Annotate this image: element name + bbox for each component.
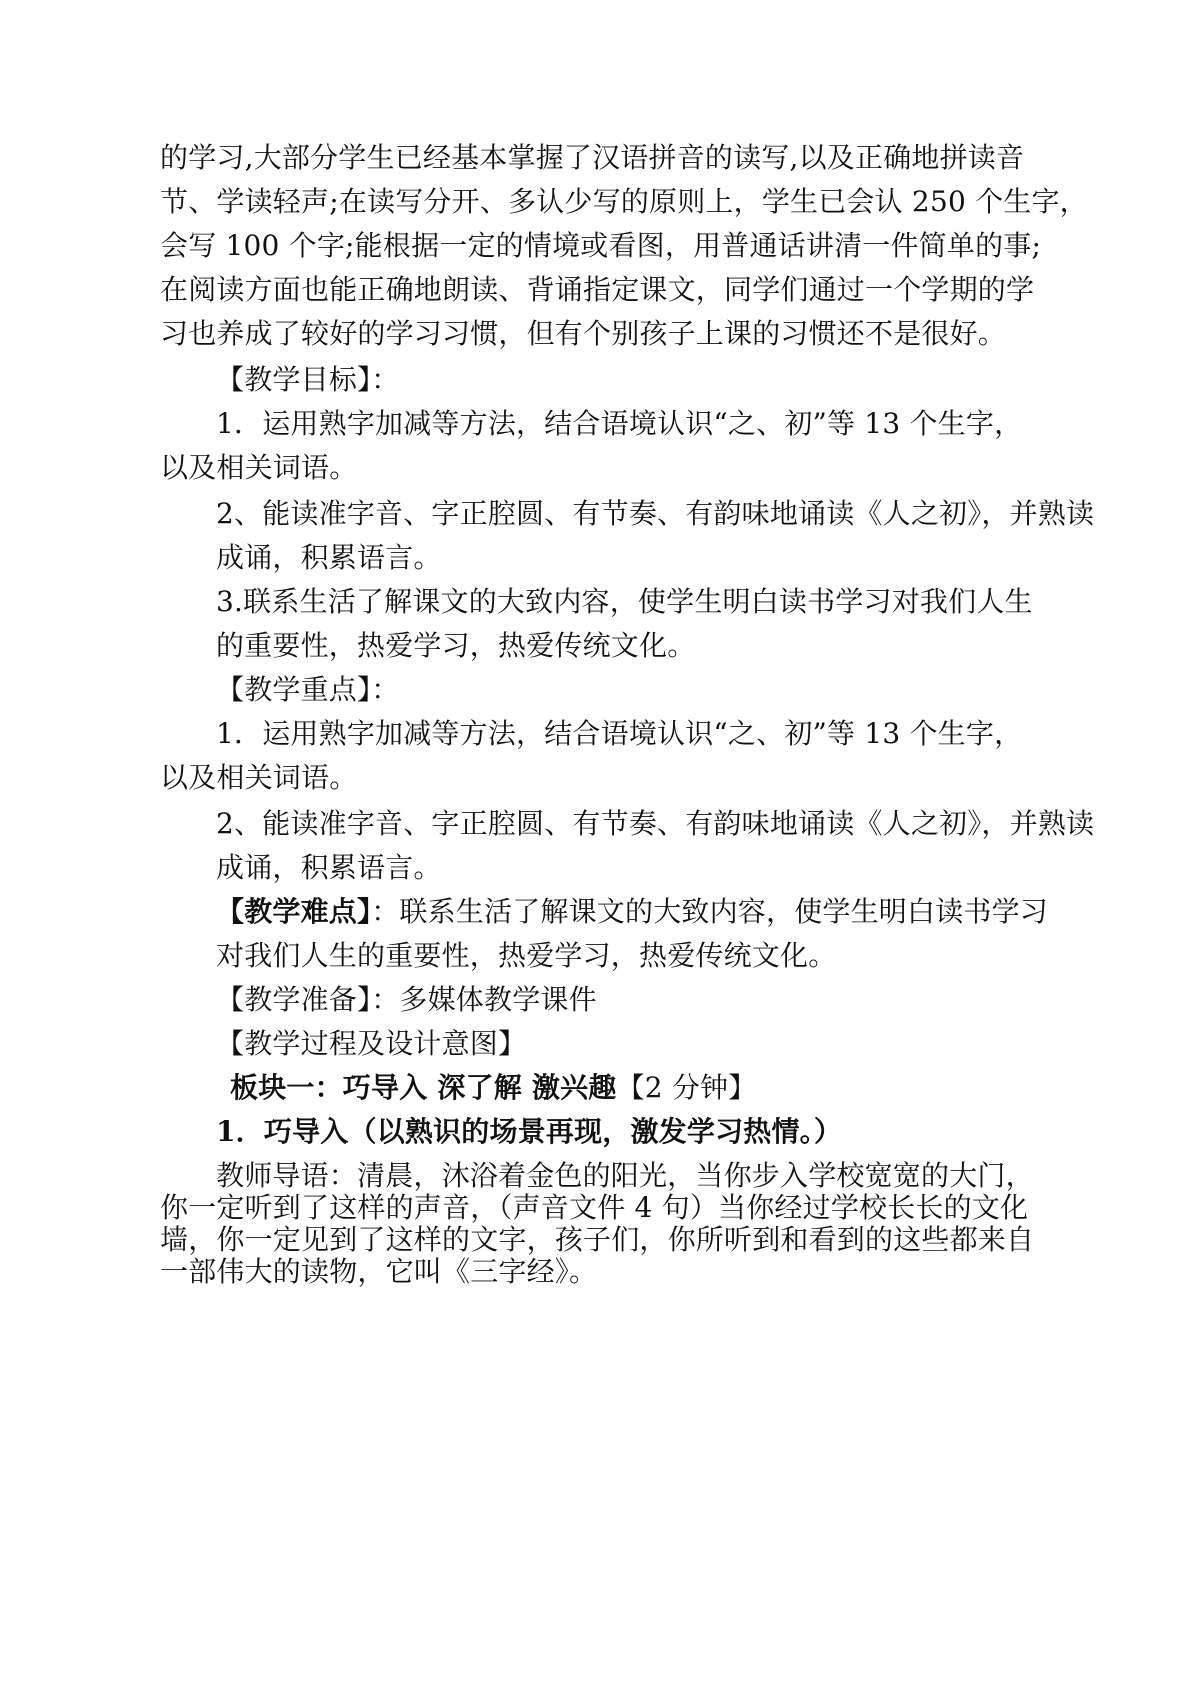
key-point-2-line-2: 成诵，积累语言。 — [216, 851, 442, 884]
intro-line-1: 的学习,大部分学生已经基本掌握了汉语拼音的读写,以及正确地拼读音 — [160, 141, 1025, 174]
preparation-line — [216, 982, 597, 1018]
objective-1-line-1: 1．运用熟字加减等方法，结合语境认识“之、初”等 13 个生字， — [216, 407, 1023, 440]
intro-line-4: 在阅读方面也能正确地朗读、背诵指定课文，同学们通过一个学期的学 — [160, 273, 1035, 306]
preparation-heading: 【教学准备】 — [216, 983, 372, 1016]
key-points-heading: 【教学重点】： — [216, 673, 400, 706]
section-1-title — [230, 1070, 756, 1106]
intro-line-5: 习也养成了较好的学习习惯，但有个别孩子上课的习惯还不是很好。 — [160, 317, 1007, 350]
section-1-subheading: 1．巧导入（以熟识的场景再现，激发学习热情。） — [216, 1115, 843, 1148]
objective-1-line-2: 以及相关词语。 — [160, 451, 358, 484]
preparation-text: ：多媒体教学课件 — [371, 983, 597, 1016]
process-heading: 【教学过程及设计意图】 — [216, 1027, 527, 1060]
key-point-1-line-2: 以及相关词语。 — [160, 761, 358, 794]
objective-3-line-2: 的重要性，热爱学习，热爱传统文化。 — [216, 629, 696, 662]
difficulty-heading: 【教学难点】 — [216, 895, 372, 928]
intro-line-3: 会写 100 个字;能根据一定的情境或看图，用普通话讲清一件简单的事; — [160, 229, 1042, 262]
section-1-title-bold: 板块一：巧导入 深了解 激兴趣 — [230, 1071, 617, 1104]
teacher-speech-line-2: 你一定听到了这样的声音，（声音文件 4 句）当你经过学校长长的文化 — [160, 1191, 1029, 1224]
objective-2-line-1: 2、能读准字音、字正腔圆、有节奏、有韵味地诵读《人之初》，并熟读 — [216, 497, 1095, 530]
key-point-1-line-1: 1．运用熟字加减等方法，结合语境认识“之、初”等 13 个生字， — [216, 717, 1023, 750]
objective-3-line-1: 3.联系生活了解课文的大致内容，使学生明白读书学习对我们人生 — [216, 585, 1033, 618]
teacher-speech-line-3: 墙，你一定见到了这样的文字，孩子们，你所听到和看到的这些都来自 — [160, 1223, 1035, 1256]
teacher-speech-line-4: 一部伟大的读物，它叫《三字经》。 — [160, 1255, 598, 1288]
section-1-title-time: 【2 分钟】 — [616, 1071, 757, 1104]
difficulty-line-2: 对我们人生的重要性，热爱学习，热爱传统文化。 — [216, 939, 837, 972]
teacher-speech-line-1: 教师导语：清晨，沐浴着金色的阳光，当你步入学校宽宽的大门， — [216, 1159, 1034, 1192]
difficulty-text: ：联系生活了解课文的大致内容，使学生明白读书学习 — [371, 895, 1049, 928]
objective-2-line-2: 成诵，积累语言。 — [216, 541, 442, 574]
intro-line-2: 节、学读轻声;在读写分开、多认少写的原则上，学生已会认 250 个生字， — [160, 185, 1088, 218]
difficulty-line-1 — [216, 894, 1048, 930]
key-point-2-line-1: 2、能读准字音、字正腔圆、有节奏、有韵味地诵读《人之初》，并熟读 — [216, 807, 1095, 840]
objectives-heading: 【教学目标】： — [216, 363, 400, 396]
